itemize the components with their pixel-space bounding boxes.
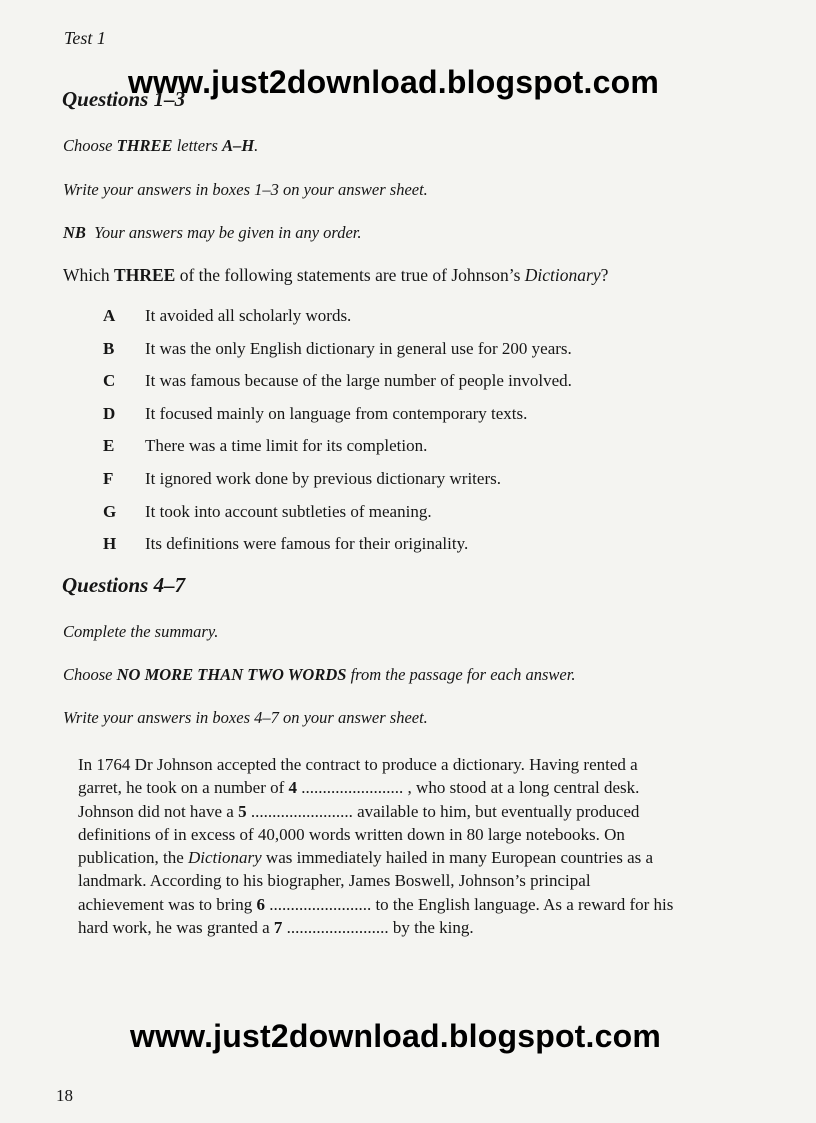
- summary-line: landmark. According to his biographer, James Boswell, Johnson’s principal: [78, 871, 591, 891]
- gap-number-7: 7: [273, 918, 283, 938]
- instruction-answer-boxes: Write your answers in boxes 1–3 on your answer sheet.: [63, 180, 428, 199]
- page-header: Test 1: [64, 28, 106, 48]
- option-item: [103, 404, 572, 437]
- option-item: [103, 306, 572, 339]
- option-letter: B: [103, 338, 115, 358]
- summary-line: In 1764 Dr Johnson accepted the contract to produce a dictionary. Having rented a: [78, 755, 638, 774]
- summary-line: hard work, he was granted a 7 ........................ by the king.: [78, 918, 474, 938]
- option-item: [103, 469, 572, 502]
- section-heading-questions-4-7: Questions 4–7: [62, 573, 186, 597]
- option-item: [103, 371, 572, 404]
- option-text: It was the only English dictionary in general use for 200 years.: [145, 338, 572, 358]
- answer-gap-4: ........................: [297, 778, 404, 798]
- option-item: [103, 436, 572, 469]
- instruction-word-limit: Choose NO MORE THAN TWO WORDS from the passage for each answer.: [63, 665, 576, 684]
- option-item: [103, 534, 572, 567]
- summary-line: publication, the Dictionary was immediately hailed in many European countries as a: [78, 848, 654, 868]
- instruction-answer-boxes-4-7: Write your answers in boxes 4–7 on your answer sheet.: [63, 708, 428, 727]
- summary-line: achievement was to bring 6 ........................ to the English language. As a reward for his: [78, 894, 674, 914]
- option-text: It ignored work done by previous dictionary writers.: [145, 468, 501, 488]
- page-number: 18: [56, 1086, 73, 1105]
- option-letter: E: [103, 436, 115, 456]
- option-text: It focused mainly on language from contemporary texts.: [145, 403, 528, 423]
- answer-gap-7: ........................: [282, 918, 389, 938]
- question-stem: Which THREE of the following statements are true of Johnson’s Dictionary?: [63, 265, 609, 285]
- option-text: There was a time limit for its completion.: [145, 436, 428, 456]
- answer-gap-5: ........................: [246, 801, 353, 821]
- instruction-choose-letters: Choose THREE letters A–H.: [63, 136, 259, 155]
- option-text: It was famous because of the large number of people involved.: [145, 371, 572, 391]
- gap-number-6: 6: [256, 894, 265, 914]
- option-item: [103, 502, 572, 535]
- instruction-nb: NB Your answers may be given in any order.: [63, 223, 362, 242]
- option-text: It took into account subtleties of meaning.: [145, 501, 432, 521]
- section-heading-questions-1-3: Questions 1–3: [62, 87, 186, 111]
- summary-line: definitions of in excess of 40,000 words written down in 80 large notebooks. On: [78, 824, 625, 844]
- option-letter: F: [103, 468, 114, 488]
- watermark-top: www.just2download.blogspot.com: [128, 64, 660, 100]
- summary-line: garret, he took on a number of 4 ........................ , who stood at a long central desk.: [78, 778, 640, 798]
- option-text: It avoided all scholarly words.: [145, 306, 352, 325]
- option-letter: H: [103, 534, 117, 554]
- gap-number-5: 5: [238, 801, 247, 821]
- option-letter: C: [103, 371, 116, 391]
- instruction-complete-summary: Complete the summary.: [63, 622, 219, 641]
- option-letter: D: [103, 403, 116, 423]
- option-item: [103, 339, 572, 372]
- option-text: Its definitions were famous for their originality.: [145, 534, 469, 554]
- summary-paragraph: [78, 753, 798, 939]
- option-letter: A: [103, 306, 116, 325]
- watermark-bottom: www.just2download.blogspot.com: [130, 1018, 662, 1054]
- summary-line: Johnson did not have a 5 ........................ available to him, but eventually produced: [78, 801, 640, 821]
- gap-number-4: 4: [288, 778, 298, 798]
- options-list: [103, 306, 572, 567]
- option-letter: G: [103, 501, 117, 521]
- answer-gap-6: ........................: [264, 894, 372, 914]
